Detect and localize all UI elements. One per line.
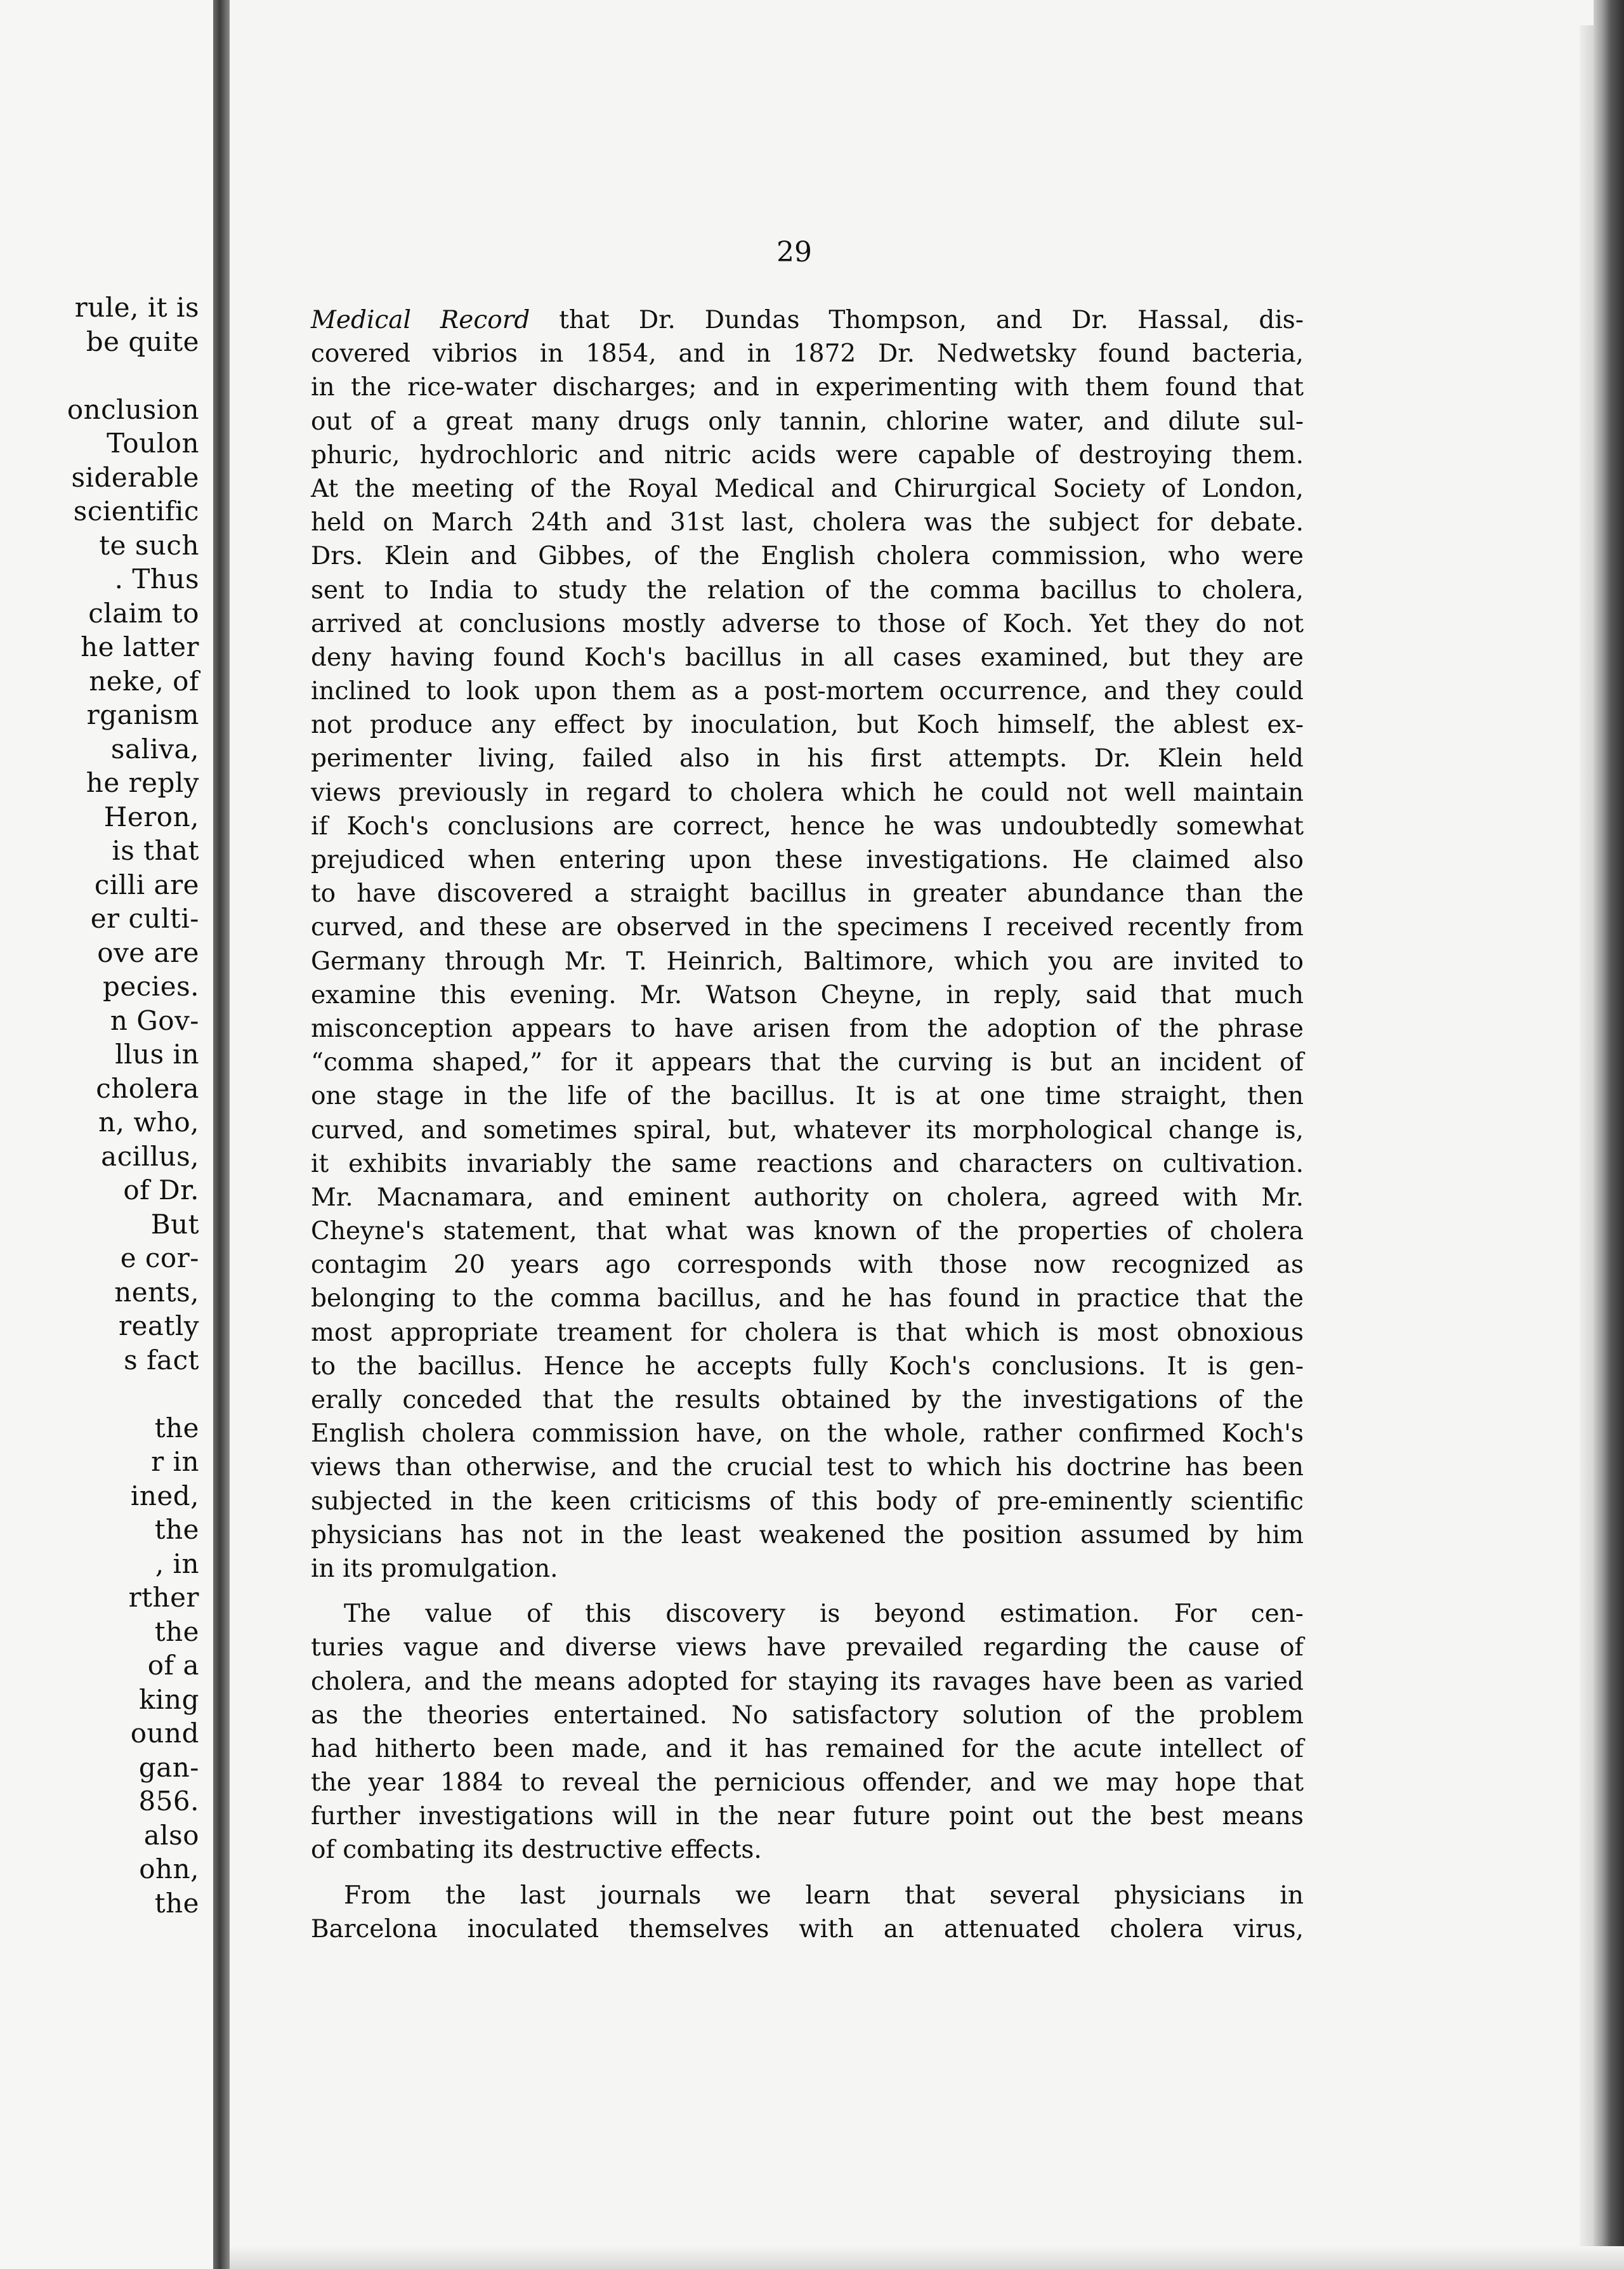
left-page-fragment-line: reatly — [118, 1310, 199, 1341]
left-page-fragment-line: of a — [147, 1650, 199, 1681]
text-line: At the meeting of the Royal Medical and Chirurgical Society of London, — [311, 474, 1304, 503]
text-line: Drs. Klein and Gibbes, of the English cholera commission, who were — [311, 542, 1304, 571]
left-page-fragment-line: rganism — [86, 699, 199, 730]
left-page-fragment-line: ound — [130, 1718, 199, 1749]
left-page-fragment-line: of Dr. — [123, 1174, 199, 1206]
text-line: subjected in the keen criticisms of this body of pre-eminently scientific — [311, 1487, 1304, 1516]
left-page-fragment-line: the — [154, 1514, 199, 1545]
text-line: held on March 24th and 31st last, cholera was the subject for debate. — [311, 508, 1304, 537]
text-line: views than otherwise, and the crucial test to which his doctrine has been — [311, 1453, 1304, 1482]
text-line: belonging to the comma bacillus, and he has found in practice that the — [311, 1284, 1304, 1313]
text-line: examine this evening. Mr. Watson Cheyne, in reply, said that much — [311, 980, 1304, 1010]
left-page-fragment-line: the — [154, 1412, 199, 1444]
text-line: The value of this discovery is beyond estimation. For cen- — [344, 1600, 1304, 1629]
left-page-fragment-line: er culti- — [90, 903, 199, 934]
book-gutter — [213, 0, 230, 2269]
left-page-fragment-line: saliva, — [110, 733, 199, 765]
page-body-text — [311, 303, 1304, 1946]
paragraph — [311, 303, 1304, 1586]
text-line: the year 1884 to reveal the pernicious offender, and we may hope that — [311, 1768, 1304, 1798]
left-page-fragment-line: n, who, — [98, 1107, 199, 1138]
text-line: From the last journals we learn that several physicians in — [344, 1881, 1304, 1910]
paragraph-gap — [311, 1586, 1304, 1597]
text-line: most appropriate treament for cholera is that which is most obnoxious — [311, 1318, 1304, 1347]
left-page-fragment-line: siderable — [71, 461, 199, 493]
left-page-fragment-line: ined, — [130, 1480, 199, 1511]
text-line: perimenter living, failed also in his first attempts. Dr. Klein held — [311, 744, 1304, 773]
left-page-fragment-line: nents, — [114, 1276, 199, 1308]
text-line: views previously in regard to cholera which he could not well maintain — [311, 778, 1304, 807]
left-page-fragment-line: pecies. — [103, 971, 199, 1002]
text-line — [311, 303, 1304, 337]
text-line: to the bacillus. Hence he accepts fully Koch's conclusions. It is gen- — [311, 1352, 1304, 1381]
left-page-fragment-line: scientific — [73, 496, 199, 527]
left-page-fragment-line: Heron, — [103, 801, 199, 832]
text-line: it exhibits invariably the same reactions and characters on cultivation. — [311, 1149, 1304, 1178]
page-number: 29 — [776, 236, 812, 268]
left-page-fragment-line: onclusion — [67, 393, 199, 425]
left-page-fragment-line: claim to — [88, 597, 199, 629]
left-page-fragment-line: Toulon — [107, 428, 199, 459]
left-page-fragment-line: te such — [99, 529, 199, 561]
text-line-rest: that Dr. Dundas Thompson, and Dr. Hassal, dis- — [530, 306, 1304, 334]
left-page-fragment-line: ohn, — [139, 1853, 199, 1884]
left-page-fragment-line: cholera — [96, 1072, 199, 1104]
text-line: inclined to look upon them as a post-mortem occurrence, and they could — [311, 677, 1304, 706]
text-line: had hitherto been made, and it has remained for the acute intellect of — [311, 1734, 1304, 1763]
left-page-fragment-line: is that — [112, 835, 199, 866]
text-line: misconception appears to have arisen from the adoption of the phrase — [311, 1014, 1304, 1043]
left-page-fragment-line: ove are — [97, 937, 199, 968]
left-page-fragment-line: acillus, — [101, 1140, 199, 1172]
left-page-fragment-line: . Thus — [114, 563, 199, 595]
left-page-fragment-line: n Gov- — [110, 1004, 199, 1036]
left-page-fragment-line: e cor- — [120, 1242, 199, 1273]
text-line: further investigations will in the near future point out the best means — [311, 1802, 1304, 1831]
left-page-text-fragments — [0, 291, 199, 1920]
text-line: arrived at conclusions mostly adverse to those of Koch. Yet they do not — [311, 609, 1304, 638]
text-line: out of a great many drugs only tannin, chlorine water, and dilute sul- — [311, 407, 1304, 436]
text-line: in the rice-water discharges; and in experimenting with them found that — [311, 373, 1304, 402]
page-edge-stack — [1580, 25, 1594, 2246]
left-page-fragment-line: cilli are — [94, 869, 199, 900]
text-line: curved, and sometimes spiral, but, whatever its morphological change is, — [311, 1115, 1304, 1145]
left-page-blank-line — [0, 358, 199, 393]
text-line: phuric, hydrochloric and nitric acids were capable of destroying them. — [311, 440, 1304, 470]
text-line: Germany through Mr. T. Heinrich, Baltimore, which you are invited to — [311, 947, 1304, 976]
italic-journal-title: Medical Record — [311, 306, 530, 334]
text-line: of combating its destructive effects. — [311, 1836, 762, 1865]
text-line: deny having found Koch's bacillus in all cases examined, but they are — [311, 643, 1304, 672]
paragraph-gap — [311, 1867, 1304, 1879]
left-page-fragment-line: rule, it is — [74, 292, 199, 323]
text-line: physicians has not in the least weakened the position assumed by him — [311, 1520, 1304, 1549]
left-page-fragment-line: neke, of — [89, 665, 199, 697]
left-page-blank-line — [0, 1377, 199, 1411]
text-line: English cholera commission have, on the whole, rather confirmed Koch's — [311, 1419, 1304, 1449]
text-line: as the theories entertained. No satisfactory solution of the problem — [311, 1700, 1304, 1730]
text-line: in its promulgation. — [311, 1554, 558, 1583]
left-page-fragment-line: be quite — [86, 326, 199, 357]
text-line: covered vibrios in 1854, and in 1872 Dr. Nedwetsky found bacteria, — [311, 339, 1304, 369]
text-line: one stage in the life of the bacillus. It is at one time straight, then — [311, 1082, 1304, 1111]
text-line: Cheyne's statement, that what was known of the properties of cholera — [311, 1217, 1304, 1246]
left-page-fragment-line: king — [139, 1683, 199, 1715]
left-page-fragment-line: llus in — [115, 1039, 199, 1070]
text-line: if Koch's conclusions are correct, hence he was undoubtedly somewhat — [311, 812, 1304, 841]
left-page-fragment-line: 856. — [138, 1786, 199, 1817]
text-line: contagim 20 years ago corresponds with those now recognized as — [311, 1251, 1304, 1280]
text-line: erally conceded that the results obtained by the investigations of the — [311, 1386, 1304, 1414]
left-page-fragment-line: r in — [151, 1446, 199, 1477]
left-page-fragment-line: the — [154, 1615, 199, 1647]
left-page-fragment-line: also — [143, 1819, 199, 1851]
left-facing-page — [0, 0, 213, 2269]
left-page-fragment-line: rther — [128, 1582, 199, 1613]
text-line: “comma shaped,” for it appears that the curving is but an incident of — [311, 1048, 1304, 1077]
text-line: Barcelona inoculated themselves with an attenuated cholera virus, — [311, 1914, 1304, 1943]
left-page-fragment-line: gan- — [138, 1751, 199, 1783]
left-page-fragment-line: s fact — [124, 1344, 199, 1376]
text-line: curved, and these are observed in the specimens I received recently from — [311, 913, 1304, 942]
paragraph — [311, 1597, 1304, 1867]
page-bottom-edge — [230, 2246, 1624, 2269]
text-line: not produce any effect by inoculation, but Koch himself, the ablest ex- — [311, 711, 1304, 740]
text-line: prejudiced when entering upon these investigations. He claimed also — [311, 846, 1304, 874]
text-line: cholera, and the means adopted for staying its ravages have been as varied — [311, 1667, 1304, 1696]
text-line: to have discovered a straight bacillus in greater abundance than the — [311, 879, 1304, 909]
paragraph — [311, 1879, 1304, 1946]
left-page-fragment-line: he reply — [86, 767, 199, 798]
left-page-fragment-line: But — [150, 1208, 199, 1240]
left-page-fragment-line: the — [154, 1887, 199, 1919]
text-line: Mr. Macnamara, and eminent authority on cholera, agreed with Mr. — [311, 1183, 1304, 1212]
text-line: turies vague and diverse views have prevailed regarding the cause of — [311, 1633, 1304, 1662]
book-right-edge-shadow — [1594, 0, 1624, 2269]
left-page-fragment-line: he latter — [81, 631, 199, 662]
text-line: sent to India to study the relation of the comma bacillus to cholera, — [311, 575, 1304, 605]
left-page-fragment-line: , in — [155, 1548, 199, 1579]
